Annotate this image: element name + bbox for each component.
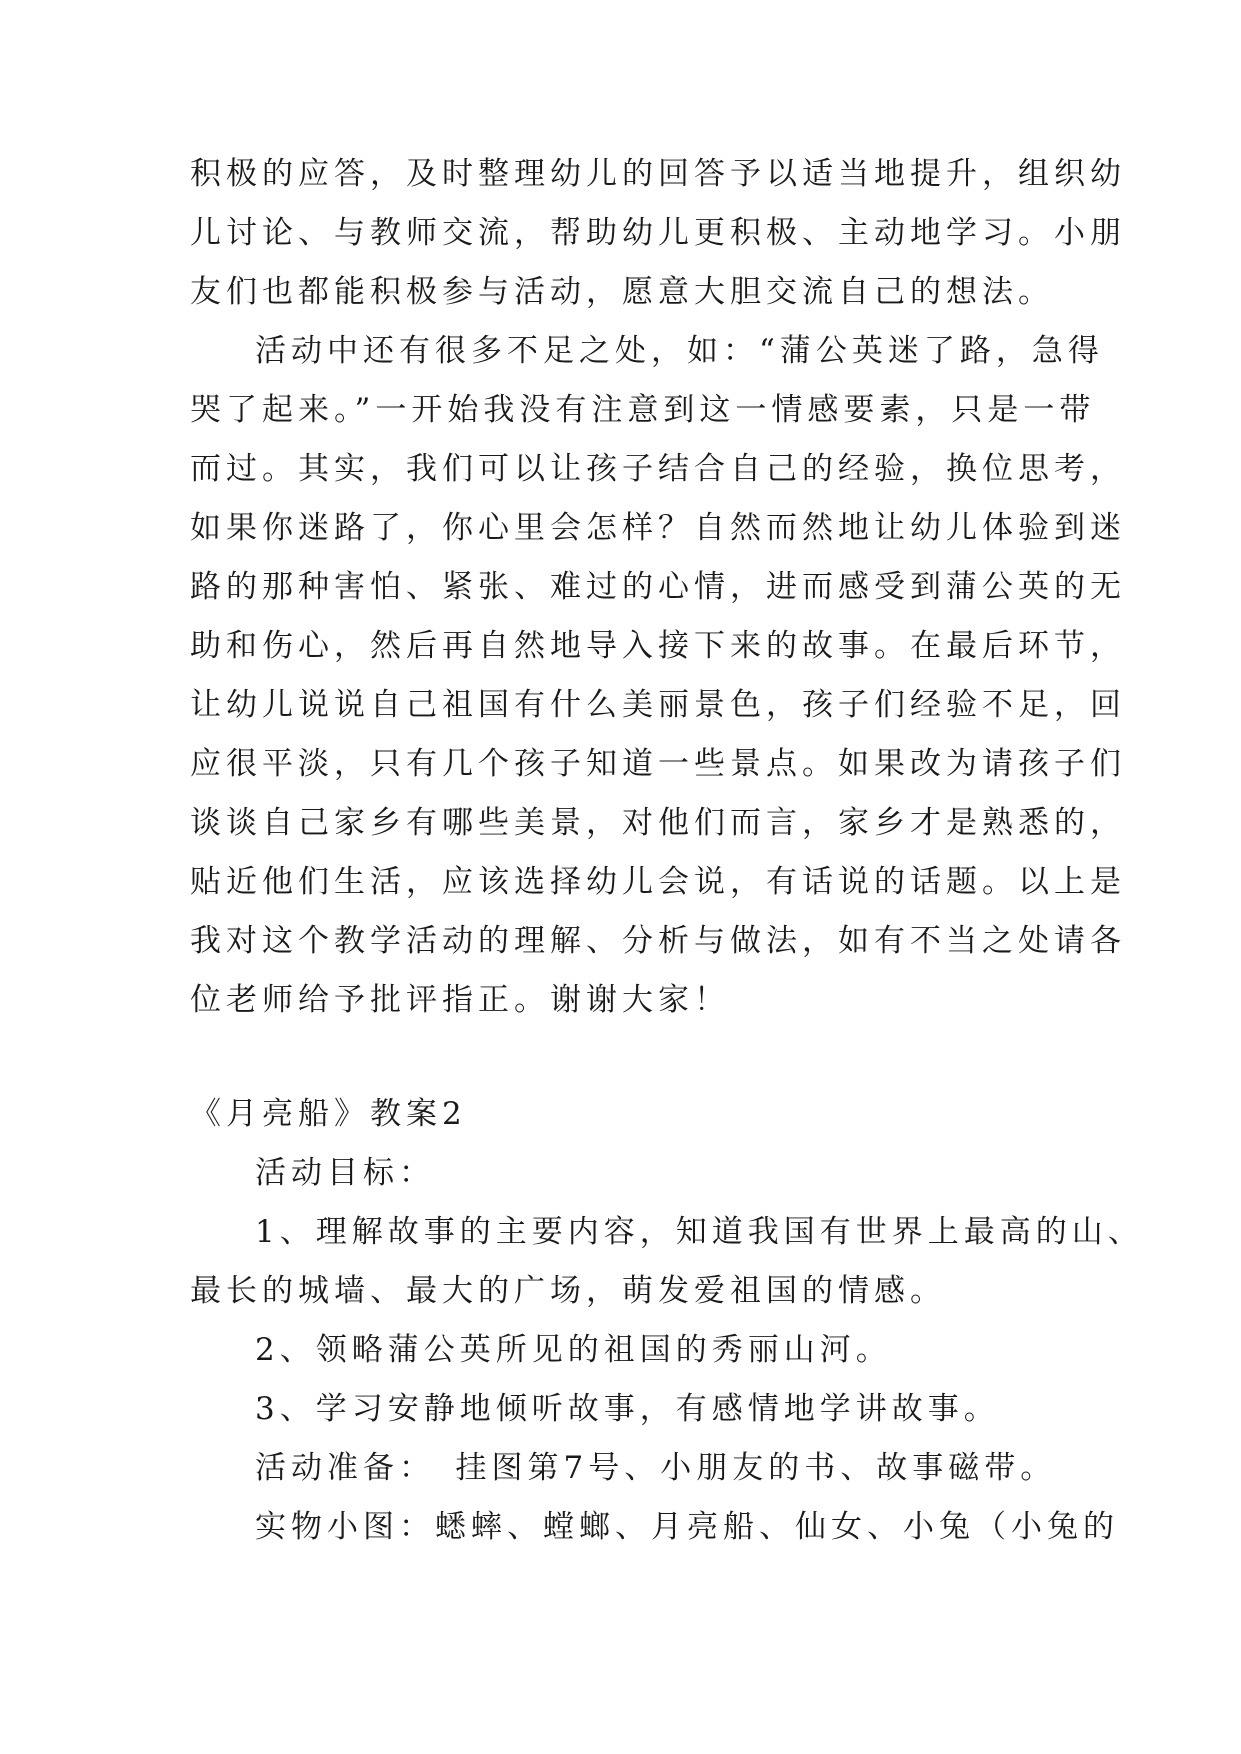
section-line: 最长的城墙、最大的广场，萌发爱祖国的情感。 bbox=[190, 1273, 946, 1309]
paragraph-line: 助和伤心，然后再自然地导入接下来的故事。在最后环节， bbox=[190, 628, 1126, 664]
paragraph-line: 应很平淡，只有几个孩子知道一些景点。如果改为请孩子们 bbox=[190, 746, 1126, 782]
section-line: 1、理解故事的主要内容，知道我国有世界上最高的山、 bbox=[255, 1214, 1144, 1250]
paragraph-line: 哭了起来。”一开始我没有注意到这一情感要素，只是一带 bbox=[190, 392, 1096, 428]
paragraph-line: 友们也都能积极参与活动，愿意大胆交流自己的想法。 bbox=[190, 274, 1054, 310]
paragraph-line: 位老师给予批评指正。谢谢大家！ bbox=[190, 982, 730, 1018]
paragraph-line: 而过。其实，我们可以让孩子结合自己的经验，换位思考， bbox=[190, 451, 1126, 487]
section-line: 3、学习安静地倾听故事，有感情地学讲故事。 bbox=[255, 1391, 1000, 1427]
paragraph-line: 儿讨论、与教师交流，帮助幼儿更积极、主动地学习。小朋 bbox=[190, 215, 1126, 251]
paragraph-line: 路的那种害怕、紧张、难过的心情，进而感受到蒲公英的无 bbox=[190, 569, 1126, 605]
paragraph-line: 让幼儿说说自己祖国有什么美丽景色，孩子们经验不足，回 bbox=[190, 687, 1126, 723]
section-line: 实物小图：蟋蟀、螳螂、月亮船、仙女、小兔（小兔的 bbox=[255, 1509, 1119, 1545]
section-line: 活动准备： 挂图第7号、小朋友的书、故事磁带。 bbox=[255, 1450, 1057, 1486]
paragraph-line: 我对这个教学活动的理解、分析与做法，如有不当之处请各 bbox=[190, 923, 1126, 959]
paragraph-line: 贴近他们生活，应该选择幼儿会说，有话说的话题。以上是 bbox=[190, 864, 1126, 900]
section-title: 《月亮船》教案2 bbox=[190, 1096, 467, 1132]
section-line: 2、领略蒲公英所见的祖国的秀丽山河。 bbox=[255, 1332, 892, 1368]
paragraph-line: 积极的应答，及时整理幼儿的回答予以适当地提升，组织幼 bbox=[190, 156, 1126, 192]
paragraph-line: 如果你迷路了，你心里会怎样？自然而然地让幼儿体验到迷 bbox=[190, 510, 1126, 546]
section-line: 活动目标： bbox=[255, 1155, 435, 1191]
paragraph-line: 活动中还有很多不足之处，如：“蒲公英迷了路，急得 bbox=[255, 333, 1104, 369]
paragraph-line: 谈谈自己家乡有哪些美景，对他们而言，家乡才是熟悉的， bbox=[190, 805, 1126, 841]
